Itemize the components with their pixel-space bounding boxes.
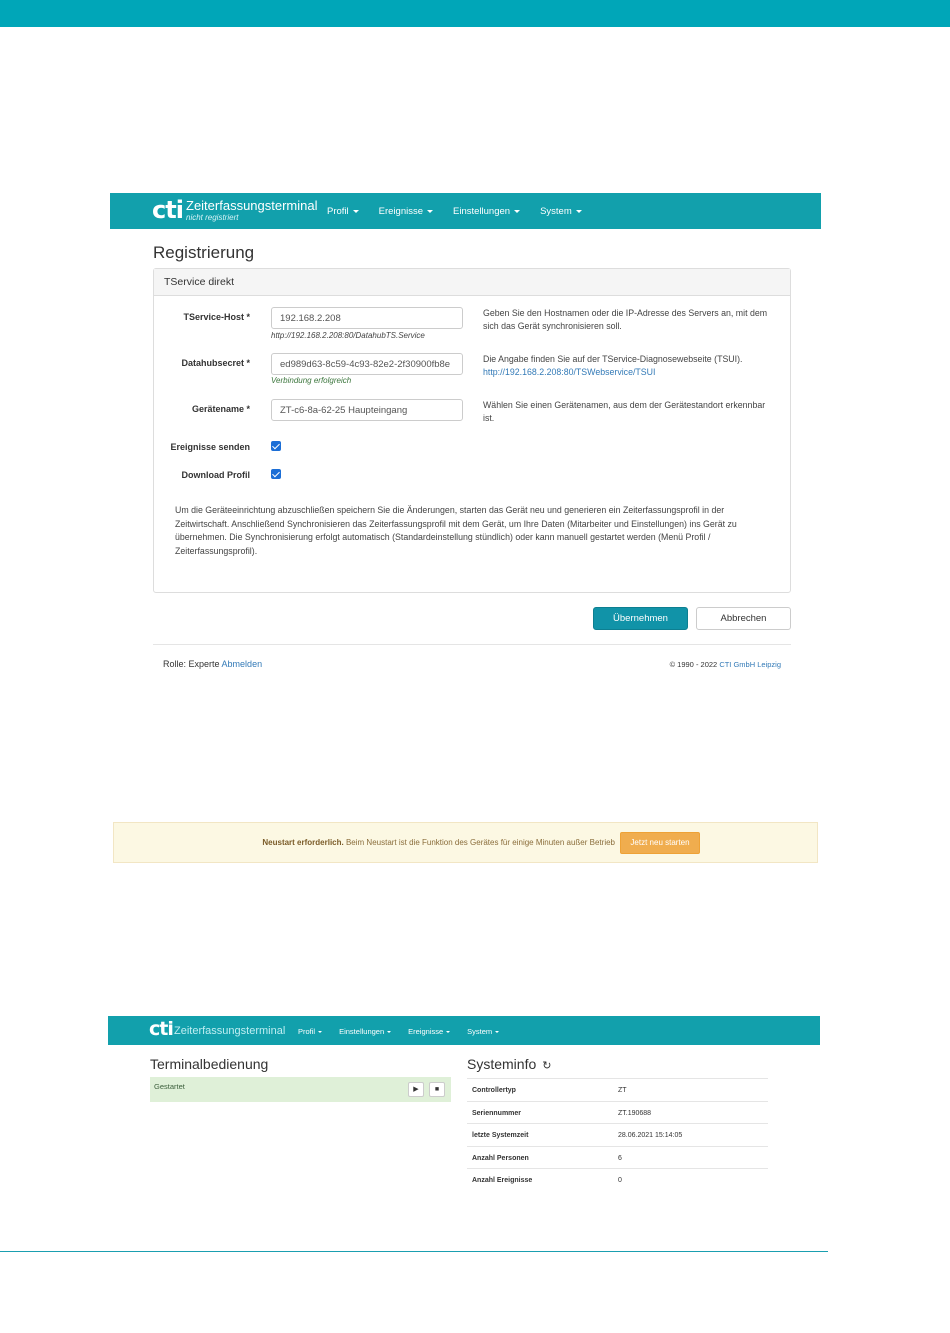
menu-label: Profil <box>327 206 349 217</box>
menu-label: System <box>540 206 572 217</box>
page-top-bar <box>0 0 950 27</box>
device-name-description: Wählen Sie einen Gerätenamen, aus dem der Gerätestandort erkennbar ist. <box>483 400 766 423</box>
device-name-input[interactable]: ZT-c6-8a-62-25 Haupteingang <box>271 399 463 421</box>
top-navbar <box>110 193 821 229</box>
caret-down-icon <box>495 1031 499 1033</box>
menu-ereignisse[interactable] <box>379 206 433 217</box>
footer-copyright <box>580 660 781 669</box>
download-profile-checkbox[interactable] <box>271 469 281 479</box>
cti-logo[interactable]: cti <box>149 1018 173 1040</box>
caret-down-icon <box>576 210 582 213</box>
sysinfo-title <box>467 1056 551 1072</box>
host-description: Geben Sie den Hostnamen oder die IP-Adresse des Servers an, mit dem sich das Gerät synchronisieren soll. <box>483 308 768 331</box>
footer-role <box>163 659 262 669</box>
terminal-status: Gestartet <box>154 1082 185 1091</box>
menu-einstellungen[interactable] <box>453 206 520 217</box>
tservice-panel <box>153 268 791 593</box>
send-events-label: Ereignisse senden <box>170 442 250 452</box>
sysinfo-key: Anzahl Ereignisse <box>472 1177 533 1184</box>
caret-down-icon <box>353 210 359 213</box>
top-navbar <box>108 1016 820 1045</box>
caret-down-icon <box>427 210 433 213</box>
secret-description <box>483 353 778 378</box>
menu-label: Ereignisse <box>408 1027 444 1036</box>
role-text: Rolle: Experte <box>163 659 220 669</box>
footer-divider <box>153 644 791 645</box>
page-title: Registrierung <box>153 243 255 262</box>
secret-input[interactable]: ed989d63-8c59-4c93-82e2-2f30900fb8e <box>271 353 463 375</box>
menu-profil[interactable] <box>327 206 359 217</box>
host-label: TService-Host * <box>183 312 250 322</box>
secret-label: Datahubsecret * <box>181 358 250 368</box>
sysinfo-value: ZT.190688 <box>618 1109 652 1117</box>
brand-title[interactable]: Zeiterfassungsterminal <box>186 198 318 213</box>
menu-label: Einstellungen <box>453 206 511 217</box>
sysinfo-value: ZT <box>618 1087 627 1094</box>
table-row <box>467 1146 768 1169</box>
secret-description-text: Die Angabe finden Sie auf der TService-Diagnosewebseite (TSUI). <box>483 354 743 364</box>
alert-message: Beim Neustart ist die Funktion des Gerätes für einige Minuten außer Betrieb <box>345 838 615 847</box>
page-bottom-divider <box>0 1251 828 1252</box>
terminal-status-box <box>150 1077 451 1102</box>
apply-button[interactable]: Übernehmen <box>593 607 688 630</box>
sysinfo-table <box>467 1078 768 1191</box>
sysinfo-key: letzte Systemzeit <box>472 1132 529 1139</box>
brand-title[interactable]: Zeiterfassungsterminal <box>174 1025 286 1037</box>
cancel-button[interactable]: Abbrechen <box>696 607 791 630</box>
stop-icon: ■ <box>434 1086 440 1093</box>
sysinfo-value: 6 <box>618 1154 622 1162</box>
main-menu <box>327 206 602 217</box>
play-icon: ▶ <box>413 1086 419 1093</box>
alert-bold-text: Neustart erforderlich. <box>262 838 344 847</box>
restart-now-button[interactable]: Jetzt neu starten <box>620 832 700 854</box>
menu-einstellungen[interactable] <box>339 1027 391 1036</box>
caret-down-icon <box>446 1031 450 1033</box>
menu-ereignisse[interactable] <box>408 1027 450 1036</box>
host-input[interactable]: 192.168.2.208 <box>271 307 463 329</box>
restart-alert-text <box>114 838 615 847</box>
caret-down-icon <box>514 210 520 213</box>
menu-system[interactable] <box>540 206 582 217</box>
host-help-url: http://192.168.2.208:80/DatahubTS.Service <box>271 331 425 340</box>
sysinfo-value: 0 <box>618 1177 622 1184</box>
play-button[interactable] <box>408 1082 424 1097</box>
table-row <box>467 1101 768 1124</box>
menu-label: System <box>467 1027 493 1036</box>
registration-screenshot <box>110 193 821 683</box>
connection-status: Verbindung erfolgreich <box>271 376 352 385</box>
logout-link[interactable]: Abmelden <box>221 659 263 669</box>
caret-down-icon <box>318 1031 322 1033</box>
table-row <box>467 1078 768 1101</box>
panel-heading: TService direkt <box>154 269 790 296</box>
menu-label: Ereignisse <box>378 206 424 217</box>
menu-label: Einstellungen <box>339 1027 385 1036</box>
main-menu <box>298 1027 516 1036</box>
setup-info-text: Um die Geräteeinrichtung abzuschließen speichern Sie die Änderungen, starten das Gerät neu und generieren ein Zeiterfassungsprofil in der Zeitwirtschaft. Anschließend Synchronisieren das Zeiterfassungsprofil mit dem Gerät, um Ihre Daten (Mitarbeiter und Einstellungen) ins Gerät zu übernehmen. Die Synchronisierung erfolgt automatisch (Standardeinstellung stündlich) oder kann manuell gestartet werden (Menü Profil / Zeiterfassungsprofil). <box>175 505 737 556</box>
sysinfo-title-text: Systeminfo <box>467 1056 537 1072</box>
tsui-link[interactable]: http://192.168.2.208:80/TSWebservice/TSUI <box>483 366 656 377</box>
caret-down-icon <box>387 1031 391 1033</box>
send-events-checkbox[interactable] <box>271 441 281 451</box>
terminal-screenshot <box>108 1016 820 1196</box>
menu-profil[interactable] <box>298 1027 322 1036</box>
sysinfo-key: Seriennummer <box>472 1109 522 1117</box>
menu-label: Profil <box>298 1027 316 1036</box>
cti-logo[interactable]: cti <box>152 196 183 224</box>
table-row <box>467 1123 768 1146</box>
sysinfo-key: Controllertyp <box>472 1087 516 1094</box>
copyright-text: © 1990 - 2022 <box>669 660 718 669</box>
menu-system[interactable] <box>467 1027 499 1036</box>
download-profile-label: Download Profil <box>181 470 250 480</box>
restart-alert <box>113 822 818 863</box>
table-row <box>467 1168 768 1191</box>
sysinfo-value: 28.06.2021 15:14:05 <box>618 1132 683 1139</box>
brand-subtitle: nicht registriert <box>186 213 239 222</box>
refresh-icon[interactable]: ↻ <box>542 1060 552 1072</box>
sysinfo-key: Anzahl Personen <box>472 1154 529 1162</box>
stop-button[interactable] <box>429 1082 445 1097</box>
device-name-label: Gerätename * <box>191 404 250 414</box>
terminal-title: Terminalbedienung <box>150 1056 269 1072</box>
company-link[interactable]: CTI GmbH Leipzig <box>719 660 781 669</box>
